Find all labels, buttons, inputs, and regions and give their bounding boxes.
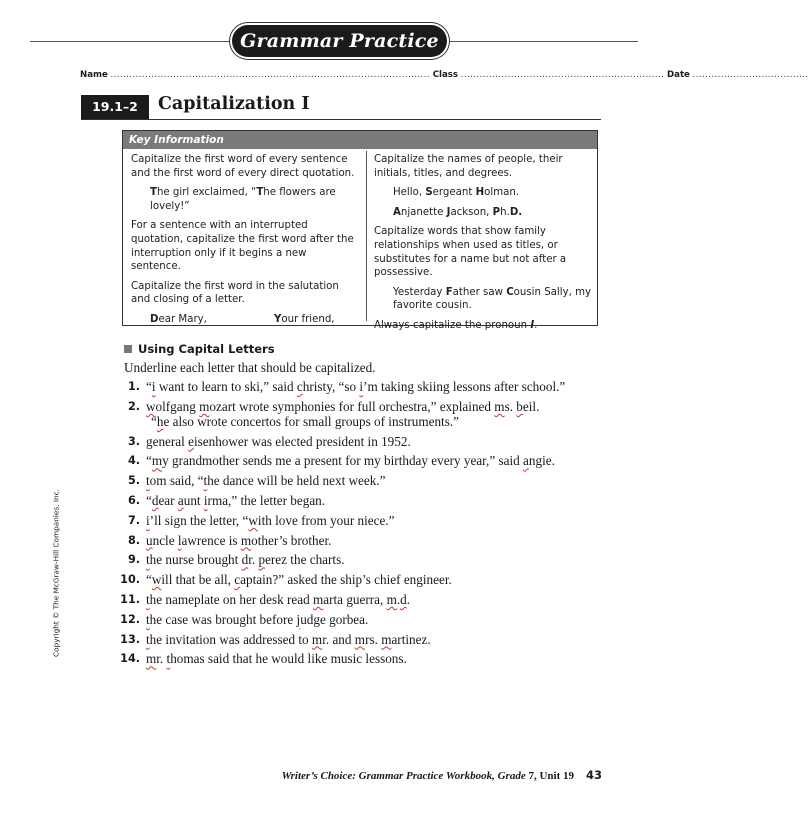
date-label: Date [667, 70, 690, 80]
key-information-heading: Key Information [123, 131, 597, 149]
text-run: olman. [484, 187, 520, 199]
text-run: h. [500, 206, 510, 218]
item-sentence[interactable] [146, 572, 452, 587]
exercise-item [102, 453, 602, 468]
lesson-rule [81, 119, 601, 120]
item-number: 6. [127, 493, 140, 507]
item-sentence[interactable] [146, 592, 410, 607]
text-run: eneral [152, 433, 189, 449]
text-run: “ [146, 453, 152, 469]
lesson-number: 19.1–2 [81, 95, 149, 119]
underlined-letter: a [177, 492, 184, 508]
text-run: orbea. [335, 611, 369, 627]
text-run: erez the charts. [265, 552, 345, 568]
underlined-letter: b [516, 398, 523, 414]
item-sentence[interactable] [146, 513, 395, 528]
text-run: rs. [365, 631, 382, 647]
underlined-letter: d [241, 552, 249, 568]
item-sentence[interactable] [146, 632, 431, 647]
text-run: ’ll sign the letter, “ [149, 512, 249, 528]
key-rule: For a sentence with an interrupted quotation, capitalize the first word after the interruption only if it begins a new sentence. [131, 220, 354, 273]
text-run: aptain?” asked the ship’s chief engineer. [240, 572, 452, 588]
exercise-item [102, 473, 602, 488]
underlined-letter: c [296, 379, 303, 394]
exercise-item [102, 651, 602, 666]
exercise-item [102, 399, 602, 429]
name-label: Name [80, 70, 108, 80]
underlined-letter: p [258, 552, 266, 568]
text-run: om said, “ [149, 473, 204, 489]
underlined-letter: i [146, 512, 150, 528]
underlined-letter: w [151, 572, 162, 588]
text-run: artinez. [391, 631, 431, 647]
item-number: 2. [127, 399, 140, 413]
key-rule [374, 319, 592, 333]
exercise-title [124, 342, 275, 356]
capital-letter: H [475, 187, 485, 199]
class-blank[interactable]: ................................................................. [460, 70, 665, 80]
item-sentence[interactable] [146, 399, 539, 414]
capital-letter: D. [509, 206, 523, 218]
text-run: he case was brought before [149, 611, 297, 627]
text-run: ergeant [432, 187, 476, 199]
key-example [393, 286, 592, 313]
text-run: . [534, 319, 538, 331]
underlined-letter: m [312, 591, 324, 607]
text-run: . [406, 591, 411, 607]
name-blank[interactable]: ...................................................................................................... [110, 70, 430, 80]
underlined-letter: m [386, 591, 397, 607]
key-example [150, 186, 359, 213]
exercise-item [102, 612, 602, 627]
key-example [150, 313, 359, 327]
text-run: “ [146, 379, 152, 394]
underlined-letter: m [494, 398, 505, 414]
text-run: he girl exclaimed, “ [156, 187, 257, 199]
capital-letter: C [506, 286, 514, 298]
text-run: our friend, [281, 313, 335, 325]
underlined-letter: m [381, 631, 392, 647]
exercise-item [102, 552, 602, 567]
key-example [393, 186, 592, 200]
text-run: eil. [522, 398, 540, 414]
text-run: ear Mary, [158, 313, 207, 325]
exercise-item [102, 379, 602, 394]
underlined-letter: t [146, 473, 150, 489]
underlined-letter: d [400, 591, 407, 607]
text-run: unt [183, 492, 204, 508]
item-number: 11. [120, 592, 140, 606]
underlined-letter: u [146, 532, 153, 548]
underlined-letter: e [188, 433, 194, 449]
underlined-letter: m [240, 532, 252, 548]
underlined-letter: t [203, 473, 208, 489]
exercise-item [102, 513, 602, 528]
underlined-letter: d [151, 492, 159, 508]
text-run: e also wrote concertos for small groups of instruments.” [163, 413, 459, 429]
item-sentence[interactable] [146, 612, 368, 627]
text-run: ith love from your niece.” [257, 512, 395, 528]
exercise-item [102, 572, 602, 587]
item-number: 8. [127, 533, 140, 547]
capital-letter: S [425, 187, 433, 199]
underlined-letter: m [151, 453, 163, 469]
exercise-title-text: Using Capital Letters [138, 342, 275, 356]
key-information-box [122, 130, 598, 331]
underlined-letter: m [354, 631, 366, 647]
text-run: want to learn to ski,” said [155, 379, 297, 394]
text-run: uerra, [352, 591, 387, 607]
item-number: 14. [120, 652, 140, 666]
text-run: Yesterday [393, 286, 446, 298]
page-number: 43 [585, 768, 602, 782]
text-run: “ [151, 413, 157, 429]
text-run: njanette [400, 206, 447, 218]
exercise-item [102, 533, 602, 548]
exercise-item [102, 434, 602, 449]
item-number: 12. [120, 612, 140, 626]
capital-letter: J [446, 206, 451, 218]
underlined-letter: t [146, 631, 150, 647]
text-run: he flowers are lovely!” [150, 187, 336, 212]
key-info-right-column [374, 153, 592, 339]
text-run: “ [146, 492, 152, 508]
capital-letter: D [150, 313, 159, 325]
text-run: r. and [322, 631, 355, 647]
item-number: 7. [127, 513, 140, 527]
item-sentence[interactable] [146, 434, 411, 449]
exercise-item [102, 592, 602, 607]
text-run: r. [248, 552, 259, 568]
item-number: 4. [127, 454, 140, 468]
underlined-letter: i [203, 492, 208, 508]
text-run: other’s brother. [251, 532, 332, 548]
text-run: arta [323, 591, 347, 607]
underlined-letter: m [199, 398, 210, 414]
text-run: he dance will be held next week.” [207, 473, 386, 489]
text-run: rma,” the letter began. [207, 492, 326, 508]
item-sentence[interactable] [146, 453, 555, 468]
text-run: ill that be all, [161, 572, 235, 588]
text-run: ousin Sally, my favorite cousin. [393, 286, 592, 312]
class-label: Class [432, 70, 458, 80]
text-run: ackson, [450, 206, 493, 218]
text-run: . [396, 591, 401, 607]
text-run: s. [504, 398, 517, 414]
underlined-letter: g [146, 433, 153, 449]
underlined-letter: h [156, 413, 164, 429]
capital-letter: Y [274, 313, 282, 325]
item-number: 10. [120, 573, 140, 587]
capital-letter: P [492, 206, 501, 218]
square-bullet-icon [124, 345, 132, 353]
capital-letter: T [256, 187, 264, 199]
underlined-letter: a [523, 453, 529, 469]
underlined-letter: c [234, 572, 241, 588]
closing-example [274, 313, 335, 327]
key-example [393, 206, 592, 220]
text-run: Always capitalize the pronoun [374, 319, 531, 331]
item-sentence[interactable] [146, 651, 407, 666]
item-sentence-continued[interactable] [146, 414, 602, 429]
text-run: ather saw [452, 286, 507, 298]
text-run: ncle [152, 532, 178, 548]
item-sentence[interactable] [146, 379, 565, 394]
item-sentence[interactable] [146, 473, 386, 488]
text-run: ’m taking skiing lessons after school.” [363, 379, 566, 394]
item-sentence[interactable] [146, 533, 331, 548]
item-sentence[interactable] [146, 493, 325, 508]
key-rule: Capitalize words that show family relationships when used as titles, or substitutes for a name but not after a possessive. [374, 226, 567, 279]
item-number: 13. [120, 632, 140, 646]
underlined-letter: m [311, 631, 323, 647]
underlined-letter: m [146, 651, 157, 667]
name-class-date-row [80, 70, 809, 80]
text-run: ear [158, 492, 178, 508]
text-run: homas said that he would like music lessons. [170, 651, 407, 667]
item-number: 3. [127, 434, 140, 448]
text-run: isenhower was elected president in 1952. [193, 433, 411, 449]
exercise-item [102, 493, 602, 508]
text-run: Hello, [393, 187, 426, 199]
underlined-letter: t [166, 651, 171, 667]
underlined-letter: g [346, 591, 353, 607]
text-run: he nurse brought [149, 552, 242, 568]
salutation-example [150, 313, 274, 327]
capital-letter: A [393, 206, 401, 218]
item-number: 5. [127, 474, 140, 488]
lesson-title: Capitalization I [158, 94, 310, 114]
item-number: 1. [127, 380, 140, 393]
underlined-letter: w [146, 398, 156, 414]
underlined-letter: g [329, 611, 336, 627]
text-run: olfgang [155, 398, 200, 414]
text-run: awrence is [181, 532, 241, 548]
text-run: he invitation was addressed to [149, 631, 312, 647]
key-info-divider [366, 151, 367, 321]
text-run: udge [300, 611, 330, 627]
item-number: 9. [127, 553, 140, 567]
text-run: ozart wrote symphonies for full orchestra,” explained [209, 398, 495, 414]
text-run: ngie. [528, 453, 555, 469]
date-blank[interactable]: ..................................... [692, 70, 809, 80]
text-run: r. [156, 651, 167, 667]
text-run: “ [146, 572, 152, 588]
copyright-note: Copyright © The McGraw-Hill Companies, Inc. [51, 489, 61, 657]
exercise-item-list [102, 379, 602, 671]
underlined-letter: j [296, 611, 301, 627]
capital-letter: F [445, 286, 453, 298]
key-info-left-column [131, 153, 359, 333]
capital-pronoun: I [530, 319, 535, 331]
key-rule: Capitalize the names of people, their initials, titles, and degrees. [374, 154, 563, 179]
underlined-letter: i [151, 379, 156, 394]
underlined-letter: w [248, 512, 258, 528]
banner-title: Grammar Practice [232, 25, 447, 57]
text-run: y grandmother sends me a present for my birthday every year,” said [162, 453, 524, 469]
capital-letter: T [150, 187, 157, 199]
exercise-item [102, 632, 602, 647]
underlined-letter: t [146, 591, 150, 607]
underlined-letter: i [359, 379, 364, 394]
key-rule: Capitalize the first word of every sentence and the first word of every direct quotation. [131, 154, 355, 179]
key-rule: Capitalize the first word in the salutation and closing of a letter. [131, 280, 339, 306]
page-footer [282, 768, 602, 782]
text-run: hristy, “so [302, 379, 360, 394]
text-run: he nameplate on her desk read [149, 591, 313, 607]
underlined-letter: t [146, 611, 150, 627]
item-sentence[interactable] [146, 552, 345, 567]
exercise-instructions: Underline each letter that should be capitalized. [124, 360, 376, 375]
footer-grade-unit: 7, Unit 19 [525, 770, 574, 782]
underlined-letter: t [146, 552, 150, 568]
footer-book-title: Writer’s Choice: Grammar Practice Workbook, Grade [281, 770, 526, 782]
underlined-letter: l [177, 532, 182, 548]
